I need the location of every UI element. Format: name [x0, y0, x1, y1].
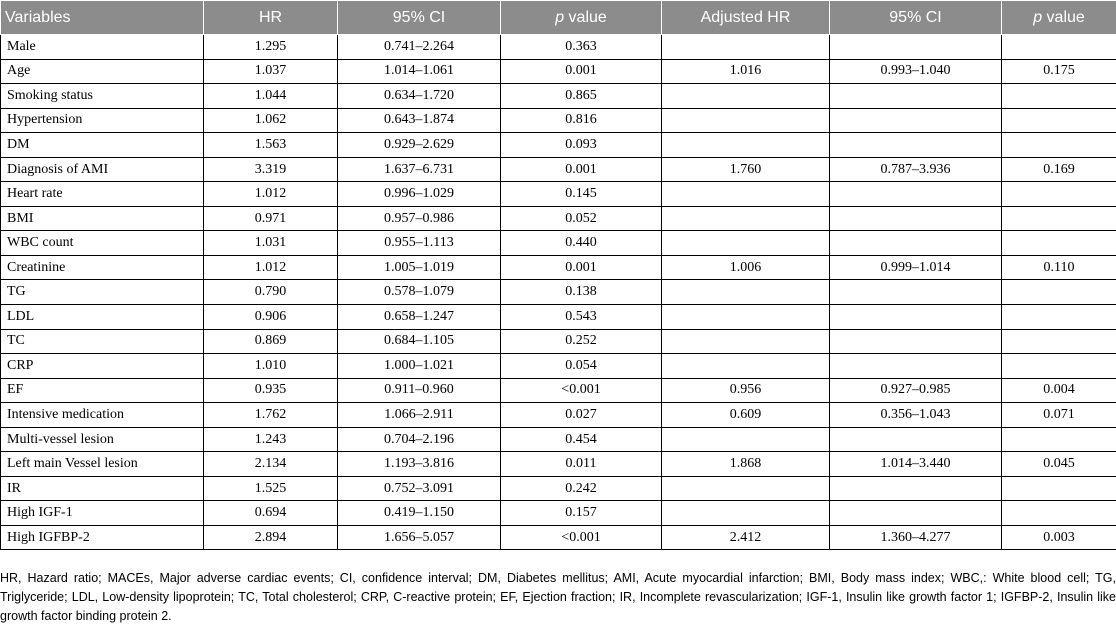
cell-ci: 0.957–0.986	[338, 206, 501, 231]
cell-ci: 1.005–1.019	[338, 255, 501, 280]
cell-adjusted-p-value	[1002, 501, 1116, 526]
table-row	[1, 354, 1116, 379]
cell-hr: 1.295	[204, 35, 338, 60]
header-adjusted-p-value	[1002, 1, 1116, 35]
table-row	[1, 206, 1116, 231]
cell-hr: 1.762	[204, 403, 338, 428]
cell-hr: 0.971	[204, 206, 338, 231]
cell-p-value: 0.001	[501, 255, 662, 280]
cell-variable: TC	[1, 329, 204, 354]
cell-adjusted-p-value	[1002, 133, 1116, 158]
cell-p-value: 0.145	[501, 182, 662, 207]
cell-hr: 0.694	[204, 501, 338, 526]
table-row	[1, 84, 1116, 109]
cell-adjusted-ci	[830, 476, 1002, 501]
cell-adjusted-ci	[830, 329, 1002, 354]
table-row	[1, 501, 1116, 526]
table-row	[1, 231, 1116, 256]
cell-adjusted-hr	[662, 354, 830, 379]
table-row	[1, 525, 1116, 550]
cell-adjusted-ci	[830, 108, 1002, 133]
cell-adjusted-ci: 0.787–3.936	[830, 157, 1002, 182]
cell-adjusted-p-value: 0.045	[1002, 452, 1116, 477]
cell-hr: 2.134	[204, 452, 338, 477]
cell-ci: 0.996–1.029	[338, 182, 501, 207]
table-header-row	[1, 1, 1116, 35]
cell-p-value: 0.816	[501, 108, 662, 133]
cell-ci: 1.637–6.731	[338, 157, 501, 182]
cell-variable: IR	[1, 476, 204, 501]
header-adj-p-italic: p	[1033, 8, 1043, 26]
cell-variable: Left main Vessel lesion	[1, 452, 204, 477]
cell-adjusted-hr	[662, 280, 830, 305]
cell-adjusted-hr	[662, 133, 830, 158]
table-footnote: HR, Hazard ratio; MACEs, Major adverse cardiac events; CI, confidence interval; DM, Diabetes mellitus; AMI, Acute myocardial infarction; BMI, Body mass index; WBC,: White blood cell; TG, Triglyceride; LDL, Low-density lipoprotein; TC, Total cholesterol; CRP, C-reactive protein; EF, Ejection fraction; IR, Incomplete revascularization; IGF-1, Insulin like growth factor 1; IGFBP-2, Insulin like growth factor binding protein 2.	[0, 571, 1116, 623]
cell-adjusted-p-value: 0.004	[1002, 378, 1116, 403]
header-ci: 95% CI	[338, 1, 501, 35]
cell-ci: 0.955–1.113	[338, 231, 501, 256]
cell-p-value: <0.001	[501, 525, 662, 550]
cell-ci: 0.752–3.091	[338, 476, 501, 501]
cell-adjusted-ci	[830, 427, 1002, 452]
table-row	[1, 305, 1116, 330]
table-row	[1, 452, 1116, 477]
header-adj-p-rest: value	[1042, 8, 1085, 26]
table-row	[1, 133, 1116, 158]
cell-adjusted-p-value	[1002, 206, 1116, 231]
cell-variable: EF	[1, 378, 204, 403]
cell-hr: 0.790	[204, 280, 338, 305]
cell-p-value: 0.011	[501, 452, 662, 477]
cell-adjusted-hr: 1.016	[662, 59, 830, 84]
cell-adjusted-ci	[830, 206, 1002, 231]
table-row	[1, 157, 1116, 182]
cell-variable: Diagnosis of AMI	[1, 157, 204, 182]
table-row	[1, 182, 1116, 207]
cell-p-value: 0.001	[501, 59, 662, 84]
header-adjusted-ci: 95% CI	[830, 1, 1002, 35]
cell-adjusted-ci: 1.360–4.277	[830, 525, 1002, 550]
cell-hr: 1.563	[204, 133, 338, 158]
cell-variable: High IGFBP-2	[1, 525, 204, 550]
table-row	[1, 35, 1116, 60]
cell-adjusted-ci	[830, 354, 1002, 379]
cell-p-value: 0.054	[501, 354, 662, 379]
cell-hr: 1.010	[204, 354, 338, 379]
cell-ci: 1.066–2.911	[338, 403, 501, 428]
cell-adjusted-ci: 0.927–0.985	[830, 378, 1002, 403]
cell-hr: 3.319	[204, 157, 338, 182]
cell-adjusted-hr	[662, 206, 830, 231]
table-row	[1, 280, 1116, 305]
cell-adjusted-p-value: 0.003	[1002, 525, 1116, 550]
cell-adjusted-ci: 0.999–1.014	[830, 255, 1002, 280]
cell-p-value: 0.543	[501, 305, 662, 330]
cell-p-value: 0.242	[501, 476, 662, 501]
cell-hr: 0.869	[204, 329, 338, 354]
table-row	[1, 427, 1116, 452]
cell-ci: 0.419–1.150	[338, 501, 501, 526]
cell-p-value: 0.363	[501, 35, 662, 60]
cell-variable: Creatinine	[1, 255, 204, 280]
cell-hr: 1.062	[204, 108, 338, 133]
cell-adjusted-ci	[830, 305, 1002, 330]
cell-hr: 1.031	[204, 231, 338, 256]
cell-hr: 0.906	[204, 305, 338, 330]
cell-ci: 1.656–5.057	[338, 525, 501, 550]
cell-adjusted-hr: 2.412	[662, 525, 830, 550]
cell-adjusted-p-value	[1002, 427, 1116, 452]
cell-adjusted-hr	[662, 182, 830, 207]
cell-adjusted-p-value	[1002, 182, 1116, 207]
cell-ci: 0.911–0.960	[338, 378, 501, 403]
cell-adjusted-hr	[662, 329, 830, 354]
cell-p-value: 0.001	[501, 157, 662, 182]
cell-variable: Heart rate	[1, 182, 204, 207]
cell-p-value: 0.052	[501, 206, 662, 231]
header-variables: Variables	[1, 1, 204, 35]
cell-adjusted-p-value	[1002, 84, 1116, 109]
cell-hr: 1.037	[204, 59, 338, 84]
header-hr: HR	[204, 1, 338, 35]
table-body	[1, 35, 1116, 550]
cell-adjusted-ci: 0.356–1.043	[830, 403, 1002, 428]
cell-adjusted-p-value	[1002, 280, 1116, 305]
cell-variable: DM	[1, 133, 204, 158]
cell-adjusted-p-value	[1002, 305, 1116, 330]
table-row	[1, 403, 1116, 428]
cell-adjusted-p-value: 0.071	[1002, 403, 1116, 428]
cell-p-value: 0.440	[501, 231, 662, 256]
cell-p-value: 0.027	[501, 403, 662, 428]
cell-hr: 2.894	[204, 525, 338, 550]
cell-hr: 0.935	[204, 378, 338, 403]
cell-adjusted-ci	[830, 501, 1002, 526]
cell-adjusted-hr	[662, 305, 830, 330]
cell-ci: 1.014–1.061	[338, 59, 501, 84]
cell-variable: Multi-vessel lesion	[1, 427, 204, 452]
cell-variable: BMI	[1, 206, 204, 231]
cell-adjusted-hr	[662, 231, 830, 256]
cell-adjusted-p-value: 0.169	[1002, 157, 1116, 182]
cell-ci: 0.741–2.264	[338, 35, 501, 60]
table-row	[1, 378, 1116, 403]
cell-adjusted-hr: 1.868	[662, 452, 830, 477]
cell-p-value: 0.252	[501, 329, 662, 354]
cell-adjusted-p-value	[1002, 108, 1116, 133]
cell-adjusted-p-value	[1002, 476, 1116, 501]
cell-hr: 1.012	[204, 255, 338, 280]
cell-variable: Male	[1, 35, 204, 60]
header-p-italic: p	[555, 8, 565, 26]
cell-ci: 0.643–1.874	[338, 108, 501, 133]
cell-adjusted-p-value: 0.110	[1002, 255, 1116, 280]
cell-variable: High IGF-1	[1, 501, 204, 526]
cell-variable: TG	[1, 280, 204, 305]
cell-adjusted-ci	[830, 133, 1002, 158]
cell-adjusted-p-value	[1002, 329, 1116, 354]
cell-adjusted-hr: 0.609	[662, 403, 830, 428]
cell-adjusted-hr	[662, 84, 830, 109]
cell-adjusted-ci	[830, 84, 1002, 109]
cell-ci: 0.578–1.079	[338, 280, 501, 305]
cell-adjusted-p-value: 0.175	[1002, 59, 1116, 84]
cell-p-value: 0.157	[501, 501, 662, 526]
cell-variable: WBC count	[1, 231, 204, 256]
cell-adjusted-p-value	[1002, 231, 1116, 256]
cell-adjusted-hr	[662, 108, 830, 133]
cell-p-value: 0.865	[501, 84, 662, 109]
table-row	[1, 329, 1116, 354]
cell-variable: CRP	[1, 354, 204, 379]
cell-hr: 1.012	[204, 182, 338, 207]
table-row	[1, 108, 1116, 133]
cell-ci: 0.929–2.629	[338, 133, 501, 158]
cell-hr: 1.243	[204, 427, 338, 452]
cell-adjusted-hr	[662, 35, 830, 60]
cell-hr: 1.044	[204, 84, 338, 109]
header-p-rest: value	[564, 8, 607, 26]
cell-variable: Intensive medication	[1, 403, 204, 428]
cell-p-value: 0.138	[501, 280, 662, 305]
header-p-value	[501, 1, 662, 35]
cell-hr: 1.525	[204, 476, 338, 501]
cell-adjusted-ci	[830, 35, 1002, 60]
cell-ci: 0.684–1.105	[338, 329, 501, 354]
cell-adjusted-hr	[662, 427, 830, 452]
cell-ci: 1.193–3.816	[338, 452, 501, 477]
cell-p-value: <0.001	[501, 378, 662, 403]
cell-variable: LDL	[1, 305, 204, 330]
cell-ci: 0.704–2.196	[338, 427, 501, 452]
cell-variable: Hypertension	[1, 108, 204, 133]
cell-adjusted-hr: 0.956	[662, 378, 830, 403]
cell-adjusted-hr: 1.006	[662, 255, 830, 280]
cell-adjusted-hr	[662, 501, 830, 526]
cell-adjusted-p-value	[1002, 35, 1116, 60]
header-adjusted-hr: Adjusted HR	[662, 1, 830, 35]
cell-variable: Smoking status	[1, 84, 204, 109]
cell-adjusted-hr: 1.760	[662, 157, 830, 182]
cell-ci: 0.658–1.247	[338, 305, 501, 330]
cell-adjusted-ci: 0.993–1.040	[830, 59, 1002, 84]
cell-adjusted-hr	[662, 476, 830, 501]
table-row	[1, 476, 1116, 501]
cell-ci: 1.000–1.021	[338, 354, 501, 379]
table-row	[1, 255, 1116, 280]
cell-adjusted-ci: 1.014–3.440	[830, 452, 1002, 477]
cell-adjusted-ci	[830, 231, 1002, 256]
cell-adjusted-p-value	[1002, 354, 1116, 379]
cell-adjusted-ci	[830, 182, 1002, 207]
cell-p-value: 0.454	[501, 427, 662, 452]
cell-ci: 0.634–1.720	[338, 84, 501, 109]
table-row	[1, 59, 1116, 84]
cell-adjusted-ci	[830, 280, 1002, 305]
cell-variable: Age	[1, 59, 204, 84]
cell-p-value: 0.093	[501, 133, 662, 158]
